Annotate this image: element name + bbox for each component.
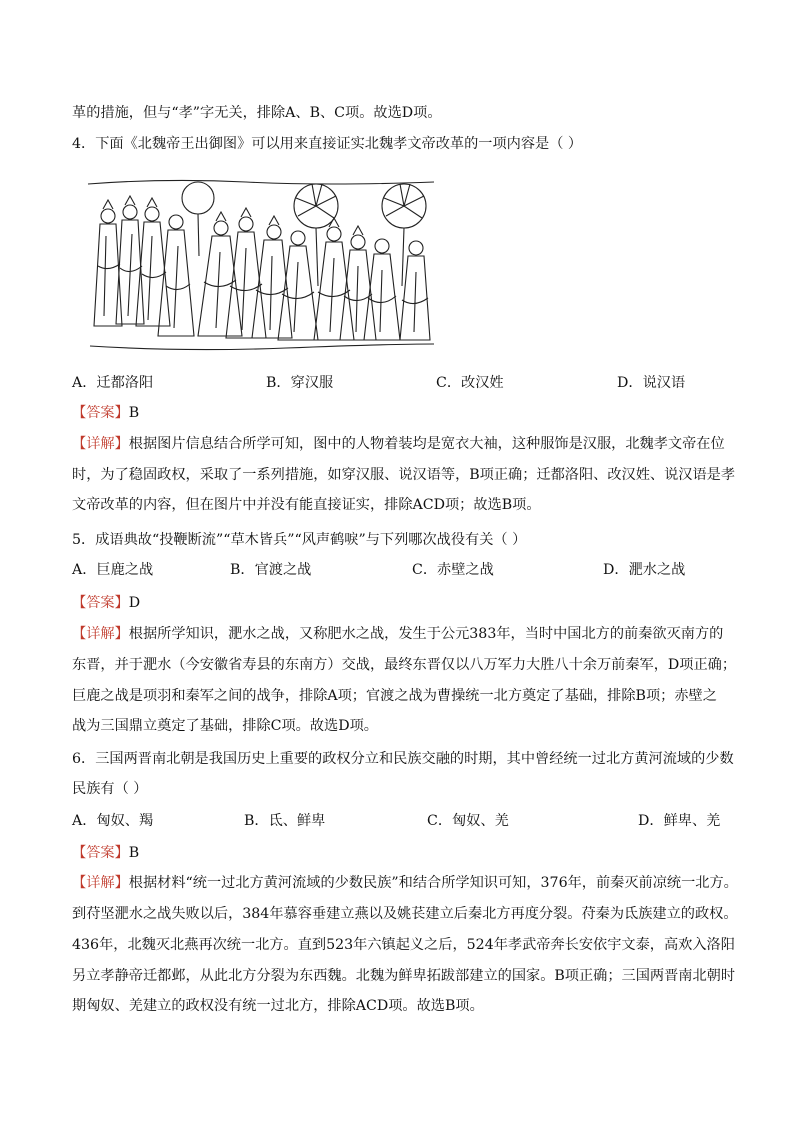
q4-option-d: D．说汉语 [617, 375, 686, 391]
q5-answer-tag: 【答案】 [72, 595, 129, 611]
q5-answer [72, 593, 724, 613]
q4-option-b: B．穿汉服 [266, 375, 334, 391]
q5-stem: 5．成语典故“投鞭断流”“草木皆兵”“风声鹤唳”与下列哪次战役有关（ ） [72, 532, 527, 548]
q6-answer-tag: 【答案】 [72, 845, 129, 861]
q6-detail-line-2: 到苻坚淝水之战失败以后，384年慕容垂建立燕以及姚苌建立后秦北方再度分裂。苻秦为氐族建立的政权。 [72, 906, 738, 922]
q5-detail-line-4: 战为三国鼎立奠定了基础，排除C项。故选D项。 [72, 718, 378, 734]
q6-detail-line-4: 另立孝静帝迁都邺，从此北方分裂为东西魏。北魏为鲜卑拓跋部建立的国家。B项正确；三国两晋南北朝时 [72, 968, 736, 984]
q6-option-c: C．匈奴、羌 [427, 813, 509, 829]
q6-option-a: A．匈奴、羯 [72, 813, 154, 829]
q4-option-c: C．改汉姓 [436, 375, 504, 391]
q6-option-d: D．鲜卑、羌 [638, 813, 721, 829]
engraving-illustration [86, 176, 436, 354]
q4-detail-line-3: 文帝改革的内容，但在图片中并没有能直接证实，排除ACD项；故选B项。 [72, 497, 541, 513]
q5-option-a: A．巨鹿之战 [72, 562, 154, 578]
q4-detail-text-1: 根据图片信息结合所学可知，图中的人物着装均是宽衣大袖，这种服饰是汉服，北魏孝文帝在位 [128, 436, 725, 452]
q4-answer-tag: 【答案】 [72, 405, 129, 421]
q6-answer-value: B [128, 845, 140, 861]
q6-detail-tag: 【详解】 [72, 875, 129, 891]
q5-detail-text-1: 根据所学知识，淝水之战，又称肥水之战，发生于公元383年，当时中国北方的前秦欲灭南方的 [128, 626, 724, 642]
q5-answer-value: D [128, 595, 141, 611]
q5-option-b: B．官渡之战 [230, 562, 312, 578]
q4-detail-tag: 【详解】 [72, 436, 129, 452]
q4-answer [72, 403, 724, 423]
q6-option-b: B．氐、鲜卑 [244, 813, 326, 829]
q6-detail-text-1: 根据材料“统一过北方黄河流域的少数民族”和结合所学知识可知，376年，前秦灭前凉统一北方。 [128, 875, 738, 891]
q6-detail-line-5: 期匈奴、羌建立的政权没有统一过北方，排除ACD项。故选B项。 [72, 998, 484, 1014]
q6-stem-line-1: 6．三国两晋南北朝是我国历史上重要的政权分立和民族交融的时期，其中曾经统一过北方黄河流域的少数 [72, 751, 734, 767]
q5-detail-line-2: 东晋，并于淝水（今安徽省寿县的东南方）交战，最终东晋仅以八万军力大胜八十余万前秦军，D项正确； [72, 657, 737, 673]
q6-detail-line-3: 436年，北魏灭北燕再次统一北方。直到523年六镇起义之后，524年孝武帝奔长安依宇文泰，高欢入洛阳 [72, 937, 735, 953]
q4-detail-line-1 [72, 434, 724, 454]
q5-detail-line-3: 巨鹿之战是项羽和秦军之间的战争，排除A项；官渡之战为曹操统一北方奠定了基础，排除B项；赤壁之 [72, 688, 717, 704]
q4-detail-line-2: 时，为了稳固政权，采取了一系列措施，如穿汉服、说汉语等，B项正确；迁都洛阳、改汉姓、说汉语是孝 [72, 467, 736, 483]
q3-tail: 革的措施，但与“孝”字无关，排除A、B、C项。故选D项。 [72, 105, 442, 121]
q5-option-c: C．赤壁之战 [412, 562, 494, 578]
q5-detail-line-1 [72, 624, 724, 644]
q5-option-d: D．淝水之战 [603, 562, 686, 578]
q6-answer [72, 843, 724, 863]
q4-stem: 4．下面《北魏帝王出御图》可以用来直接证实北魏孝文帝改革的一项内容是（ ） [72, 136, 583, 152]
q6-detail-line-1 [72, 873, 738, 893]
q5-detail-tag: 【详解】 [72, 626, 129, 642]
q4-answer-value: B [128, 405, 140, 421]
q4-option-a: A．迁都洛阳 [72, 375, 154, 391]
q6-stem-line-2: 民族有（ ） [72, 781, 148, 797]
